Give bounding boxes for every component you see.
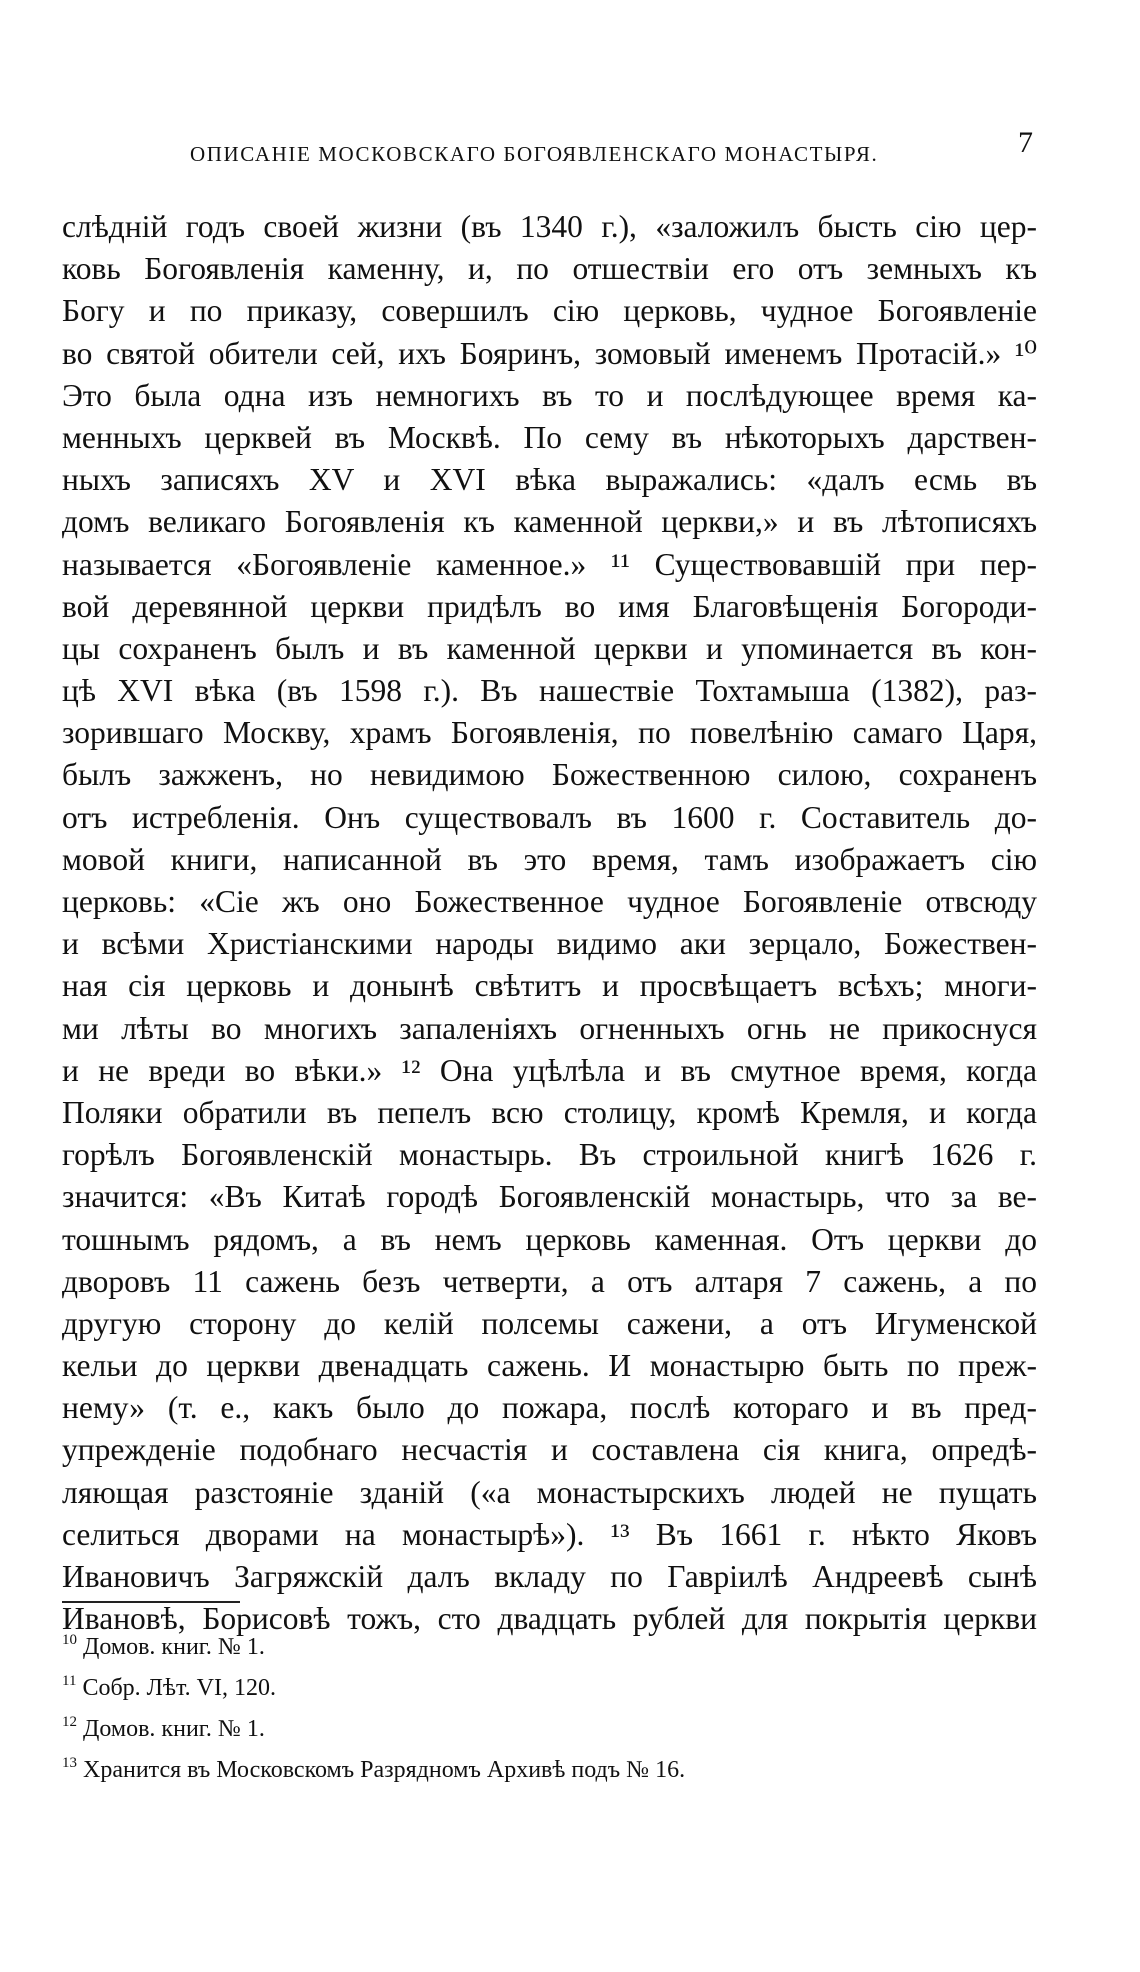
- text-line: слѣдній годъ своей жизни (въ 1340 г.), «заложилъ бысть сію цер-: [62, 209, 1037, 244]
- footnote-text: Хранится въ Московскомъ Разрядномъ Архивѣ подъ № 16.: [83, 1757, 686, 1783]
- footnote: [62, 1702, 962, 1743]
- text-line: мовой книги, написанной въ это время, тамъ изображаетъ сію: [62, 841, 1037, 877]
- footnote-text: Собр. Лѣт. VI, 120.: [82, 1675, 276, 1701]
- text-line: Богу и по приказу, совершилъ сію церковь, чудное Богоявленіе: [62, 293, 1037, 329]
- footnote: [62, 1661, 962, 1702]
- text-line: ляющая разстояніе зданій («а монастырскихъ людей не пущать: [62, 1474, 1037, 1510]
- text-line: зорившаго Москву, храмъ Богоявленія, по повелѣнію самаго Царя,: [62, 715, 1037, 751]
- text-line: Ивановичъ Загряжскій далъ вкладу по Гавріилѣ Андреевѣ сынѣ: [62, 1559, 1037, 1594]
- text-line: цѣ XVI вѣка (въ 1598 г.). Въ нашествіе Тохтамыша (1382), раз-: [62, 673, 1037, 709]
- text-line: ныхъ записяхъ XV и XVI вѣка выражались: «далъ есмь въ: [62, 462, 1037, 498]
- text-line: горѣлъ Богоявленскій монастырь. Въ строильной книгѣ 1626 г.: [62, 1137, 1037, 1173]
- footnote-text: Домов. книг. № 1.: [83, 1716, 265, 1742]
- text-line: ная сія церковь и донынѣ свѣтитъ и просвѣщаетъ всѣхъ; многи-: [62, 968, 1037, 1004]
- text-line: отъ истребленія. Онъ существовалъ въ 1600 г. Составитель до-: [62, 799, 1037, 835]
- footnote: [62, 1620, 962, 1661]
- text-line: селиться дворами на монастырѣ»). ¹³ Въ 1661 г. нѣкто Яковъ: [62, 1516, 1037, 1552]
- footnote-divider: [62, 1601, 240, 1603]
- text-line: называется «Богоявленіе каменное.» ¹¹ Существовавшій при пер-: [62, 546, 1037, 582]
- text-line: кельи до церкви двенадцать сажень. И монастырю быть по преж-: [62, 1348, 1037, 1384]
- text-line: нему» (т. е., какъ было до пожара, послѣ котораго и въ пред-: [62, 1390, 1037, 1426]
- text-line: тошнымъ рядомъ, а въ немъ церковь каменная. Отъ церкви до: [62, 1221, 1037, 1257]
- footnotes: [62, 1620, 962, 1784]
- text-line: другую сторону до келій полсемы сажени, а отъ Игуменской: [62, 1305, 1037, 1341]
- footnote-text: Домов. книг. № 1.: [83, 1634, 265, 1660]
- text-line: ми лѣты во многихъ запаленіяхъ огненныхъ огнь не прикоснуся: [62, 1010, 1037, 1046]
- text-line: дворовъ 11 сажень безъ четверти, а отъ алтаря 7 сажень, а по: [62, 1263, 1037, 1299]
- text-line: и не вреди во вѣки.» ¹² Она уцѣлѣла и въ смутное время, когда: [62, 1052, 1037, 1088]
- text-line: Ивановѣ, Борисовѣ тожъ, сто двадцать рублей для покрытія церкви: [62, 1601, 1037, 1637]
- text-line: менныхъ церквей въ Москвѣ. По сему въ нѣкоторыхъ дарствен-: [62, 419, 1037, 455]
- text-line: былъ зажженъ, но невидимою Божественною силою, сохраненъ: [62, 757, 1037, 793]
- body-text: [62, 206, 1037, 1640]
- text-line: Это была одна изъ немногихъ въ то и послѣдующее время ка-: [62, 377, 1037, 413]
- running-title: ОПИСАНІЕ МОСКОВСКАГО БОГОЯВЛЕНСКАГО МОНАСТЫРЯ.: [190, 142, 879, 166]
- text-line: упрежденіе подобнаго несчастія и составлена сія книга, опредѣ-: [62, 1432, 1037, 1468]
- footnote-mark: 13: [62, 1755, 77, 1771]
- text-line: значится: «Въ Китаѣ городѣ Богоявленскій монастырь, что за ве-: [62, 1179, 1037, 1215]
- footnote: [62, 1743, 962, 1784]
- text-line: домъ великаго Богоявленія къ каменной церкви,» и въ лѣтописяхъ: [62, 504, 1037, 540]
- page-number: 7: [1018, 126, 1033, 159]
- text-line: вой деревянной церкви придѣлъ во имя Благовѣщенія Богороди-: [62, 588, 1037, 624]
- text-line: и всѣми Христіанскими народы видимо аки зерцало, Божествен-: [62, 926, 1037, 962]
- text-line: Поляки обратили въ пепелъ всю столицу, кромѣ Кремля, и когда: [62, 1094, 1037, 1130]
- text-line: церковь: «Сіе жъ оно Божественное чудное Богоявленіе отвсюду: [62, 884, 1037, 919]
- text-line: во святой обители сей, ихъ Бояринъ, зомовый именемъ Протасій.» ¹⁰: [62, 335, 1037, 371]
- footnote-mark: 12: [62, 1714, 77, 1730]
- text-line: ковь Богоявленія каменну, и, по отшествіи его отъ земныхъ къ: [62, 251, 1037, 287]
- footnote-mark: 11: [62, 1673, 77, 1689]
- footnote-mark: 10: [62, 1632, 77, 1648]
- text-line: цы сохраненъ былъ и въ каменной церкви и упоминается въ кон-: [62, 630, 1037, 666]
